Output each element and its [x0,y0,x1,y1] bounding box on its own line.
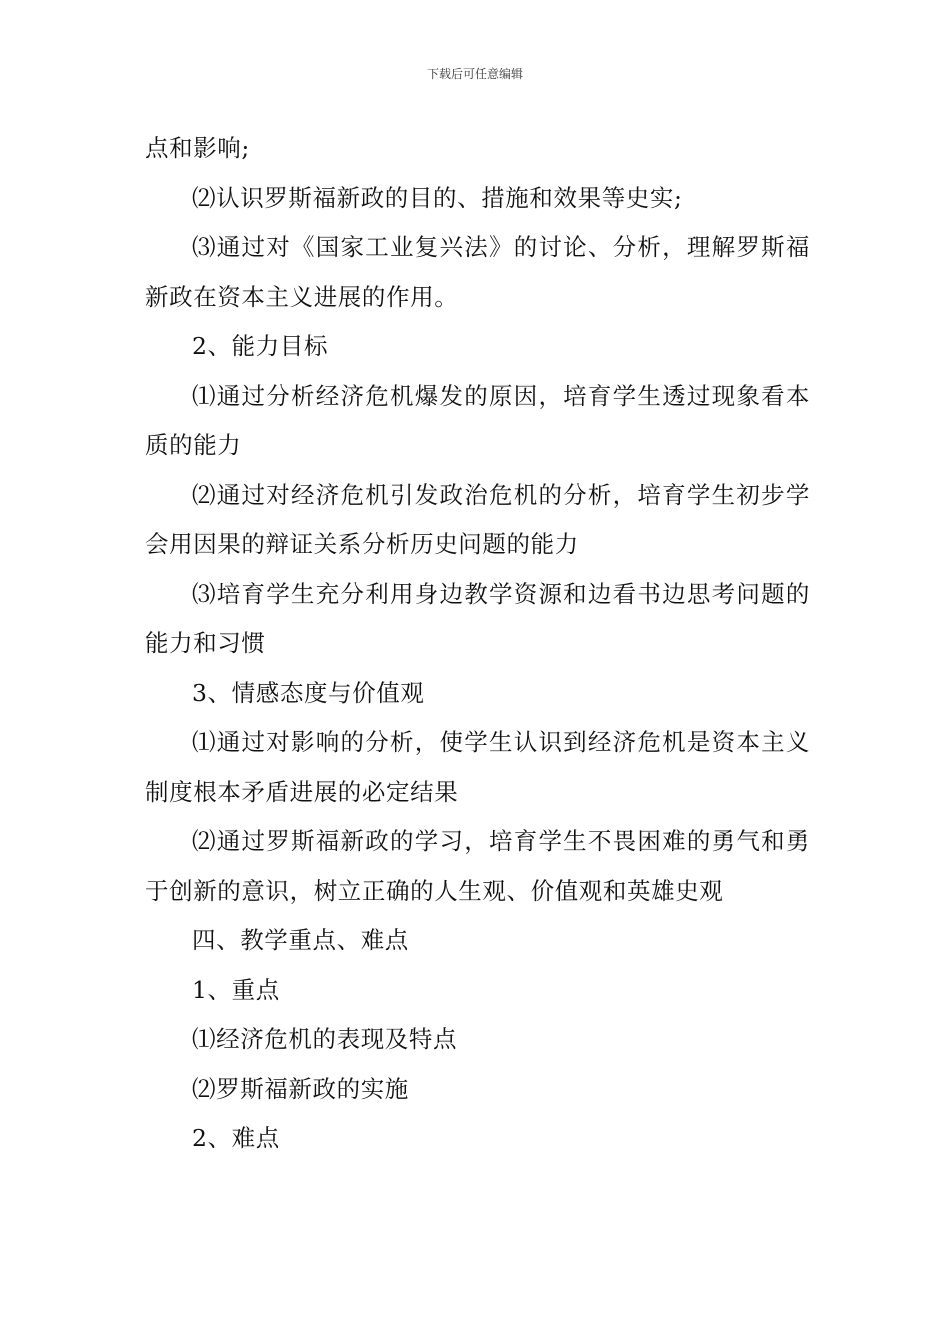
section-heading: 3、情感态度与价值观 [192,678,425,707]
paragraph: ⑶培育学生充分利用身边教学资源和边看书边思考问题的能力和习惯 [145,579,810,657]
paragraph: ⑵通过罗斯福新政的学习，培育学生不畏困难的勇气和勇于创新的意识，树立正确的人生观、价值观和英雄史观 [145,827,810,905]
paragraph: ⑶通过对《国家工业复兴法》的讨论、分析，理解罗斯福新政在资本主义进展的作用。 [145,233,810,311]
paragraph: ⑵罗斯福新政的实施 [192,1074,409,1103]
paragraph: ⑴经济危机的表现及特点 [192,1025,458,1053]
paragraph: ⑵认识罗斯福新政的目的、措施和效果等史实; [192,183,683,212]
paragraph: ⑴通过分析经济危机爆发的原因，培育学生透过现象看本质的能力 [145,381,810,459]
section-heading: 2、能力目标 [192,332,329,360]
paragraph: ⑵通过对经济危机引发政治危机的分析，培育学生初步学会用因果的辩证关系分析历史问题的能力 [145,480,810,558]
section-heading: 1、重点 [192,975,280,1004]
section-heading: 四、教学重点、难点 [192,926,409,954]
document-body [145,124,810,1164]
paragraph: ⑴通过对影响的分析，使学生认识到经济危机是资本主义制度根本矛盾进展的必定结果 [145,728,810,806]
page-header: 下载后可任意编辑 [426,67,523,81]
section-heading: 2、难点 [192,1124,280,1152]
paragraph: 点和影响; [145,134,250,162]
